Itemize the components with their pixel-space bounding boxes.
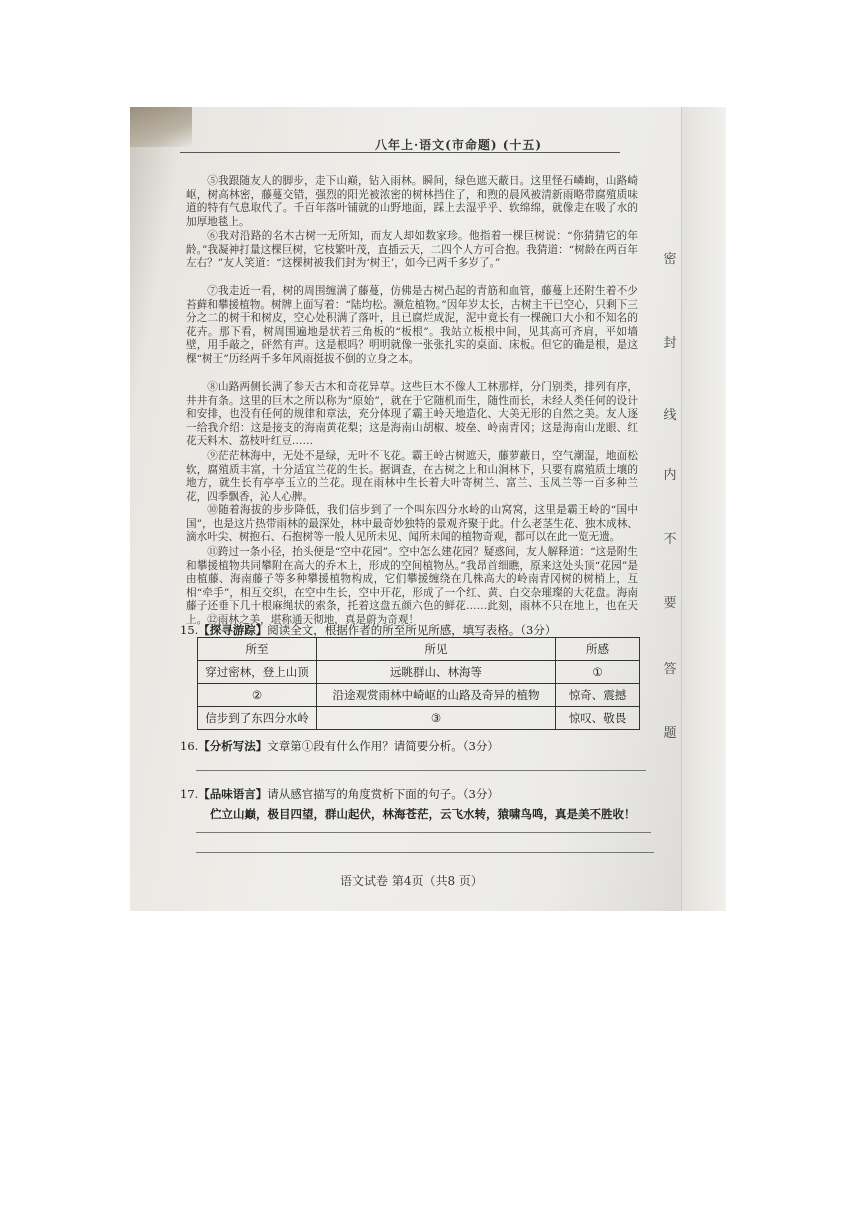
table-header-cell: 所至 <box>198 638 317 661</box>
answer-line[interactable] <box>196 852 654 853</box>
table-header-cell: 所见 <box>317 638 556 661</box>
table-row <box>198 684 640 707</box>
page-header: 八年上·语文(市命题) (十五) <box>375 138 543 152</box>
answer-table <box>197 637 640 730</box>
answer-blank-3[interactable]: ③ <box>317 707 556 730</box>
seal-char: 内 <box>663 468 677 483</box>
seal-char: 题 <box>663 726 677 741</box>
page-footer: 语文试卷 第4页（共8 页） <box>340 874 483 888</box>
paragraph-7: ⑦我走近一看，树的周围缠满了藤蔓，仿佛是古树凸起的青筋和血管，藤蔓上还附生着不少苔藓和攀援植物。树牌上面写着：“陆均松。濒危植物。”因年岁太长，古树主干已空心，只剩下三分之二的树干和树皮，空心处积满了落叶，且已腐烂成泥，泥中竟长有一棵碗口大小和不知名的花卉。那下看，树周围遍地是状若三角板的“板根”。我站立板根中间，见其高可齐肩，平如墙壁，用手敲之，砰然有声。这是根吗？明明就像一张张扎实的桌面、床板。但它的确是根，是这棵“树王”历经两千多年风雨挺拔不倒的立身之本。 <box>186 285 638 365</box>
seal-char: 答 <box>663 662 677 677</box>
table-cell: 信步到了东四分水岭 <box>198 707 317 730</box>
paragraph-8: ⑧山路两侧长满了参天古木和奇花异草。这些巨木不像人工林那样，分门别类，排列有序，井井有条。这里的巨木之所以称为“原始”，就在于它随机而生，随性而长，未经人类任何的设计和安排，也没有任何的规律和章法，充分体现了霸王岭天地造化、大美无形的自然之美。友人逐一给我介绍：这是接支的海南黄花梨；这是海南山胡椒、坡垒、岭南青冈；这是海南山龙眼、红花天料木、荔枝叶红豆…… <box>186 381 638 448</box>
table-row <box>198 661 640 684</box>
question-15: 15.【探寻游踪】阅读全文，根据作者的所至所见所感，填写表格。（3分） <box>180 623 557 637</box>
question-16-tag: 【分析写法】 <box>198 739 268 753</box>
paragraph-12: ⑫雨林之美，堪称通天彻地，真是蔚为奇观！ <box>207 614 420 626</box>
question-16-text: 文章第①段有什么作用？请简要分析。（3分） <box>267 739 499 753</box>
answer-blank-1[interactable]: ① <box>556 661 640 684</box>
table-cell: 沿途观赏雨林中崎岖的山路及奇异的植物 <box>317 684 556 707</box>
paragraph-9: ⑨茫茫林海中，无处不是绿，无叶不飞花。霸王岭古树遮天，藤萝蔽日，空气潮湿，地面松软，腐殖质丰富，十分适宜兰花的生长。据调查，在古树之上和山涧林下，只要有腐殖质土壤的地方，就生长有亭亭玉立的兰花。现在雨林中生长着大叶寄树兰、富兰、玉凤兰等一百多种兰花，四季飘香，沁人心脾。 <box>186 450 638 503</box>
answer-blank-2[interactable]: ② <box>198 684 317 707</box>
question-17-text: 请从感官描写的角度赏析下面的句子。（3分） <box>267 787 499 801</box>
table-header-row <box>198 638 640 661</box>
answer-line[interactable] <box>196 832 651 833</box>
desk-corner <box>130 107 192 147</box>
question-15-tag: 【探寻游踪】 <box>198 623 268 637</box>
paragraph-5: ⑤我跟随友人的脚步，走下山巅，钻入雨林。瞬间，绿色遮天蔽日。这里怪石嶙峋，山路崎岖，树高林密，藤蔓交错，强烈的阳光被浓密的树林挡住了，和煦的晨风被清新雨略带腐殖质味道的特有气息取代了。千百年落叶铺就的山野地面，踩上去湿乎乎、软绵绵，就像走在吸了水的加厚地毯上。 <box>186 175 638 228</box>
question-15-text: 阅读全文，根据作者的所至所见所感，填写表格。（3分） <box>267 623 557 637</box>
table-cell: 惊叹、敬畏 <box>556 707 640 730</box>
answer-line[interactable] <box>196 770 646 771</box>
seal-char: 要 <box>663 596 677 611</box>
table-cell: 远眺群山、林海等 <box>317 661 556 684</box>
question-17-quote: 伫立山巅，极目四望，群山起伏，林海苍茫，云飞水转，猿啸鸟鸣，真是美不胜收！ <box>210 807 636 821</box>
paragraph-10: ⑩随着海拔的步步降低，我们信步到了一个叫东四分水岭的山窝窝，这里是霸王岭的“国中国”，也是这片热带雨林的最深处，林中最奇妙独特的景观齐聚于此。什么老茎生花、独木成林、滴水叶尖、树抱石、石抱树等一般人见所未见、闻所未闻的植物奇观，都可以在此一览无遗。 <box>186 504 638 544</box>
table-cell: 惊奇、震撼 <box>556 684 640 707</box>
question-16: 16.【分析写法】文章第①段有什么作用？请简要分析。（3分） <box>180 739 499 753</box>
seal-char: 封 <box>663 336 677 351</box>
table-row <box>198 707 640 730</box>
seal-char: 线 <box>663 408 677 423</box>
adjacent-sheet <box>681 107 726 911</box>
header-rule <box>180 152 620 153</box>
paragraph-6: ⑥我对沿路的名木古树一无所知，而友人却如数家珍。他指着一棵巨树说：“你猜猜它的年龄。”我凝神打量这棵巨树，它枝繁叶茂，直插云天，二四个人方可合抱。我猜道：“树龄在两百年左右？”友人笑道：“这棵树被我们封为‘树王’，如今已两千多岁了。” <box>186 230 638 270</box>
question-17: 17.【品味语言】请从感官描写的角度赏析下面的句子。（3分） <box>180 787 499 801</box>
table-cell: 穿过密林，登上山顶 <box>198 661 317 684</box>
seal-char: 不 <box>663 532 677 547</box>
seal-char: 密 <box>663 252 677 267</box>
table-header-cell: 所感 <box>556 638 640 661</box>
paragraph-11: ⑪跨过一条小径，抬头便是“空中花园”。空中怎么建花园？疑惑间，友人解释道：“这是附生和攀援植物共同攀附在高大的乔木上，形成的空间植物丛。”我昂首细瞧，原来这处头顶“花园”是由植藤、海南藤子等多种攀援植物构成，它们攀援缠绕在几株高大的岭南青冈树的树梢上，互相“牵手”，相互交织，在空中生长，空中开花，形成了一个红、黄、白交杂璀璨的大花盘。海南藤子还垂下几十根麻绳状的索条，托着这盘五颜六色的鲜花……此刻，雨林不只在地上，也在天上。 <box>186 546 638 626</box>
question-17-tag: 【品味语言】 <box>198 787 268 801</box>
